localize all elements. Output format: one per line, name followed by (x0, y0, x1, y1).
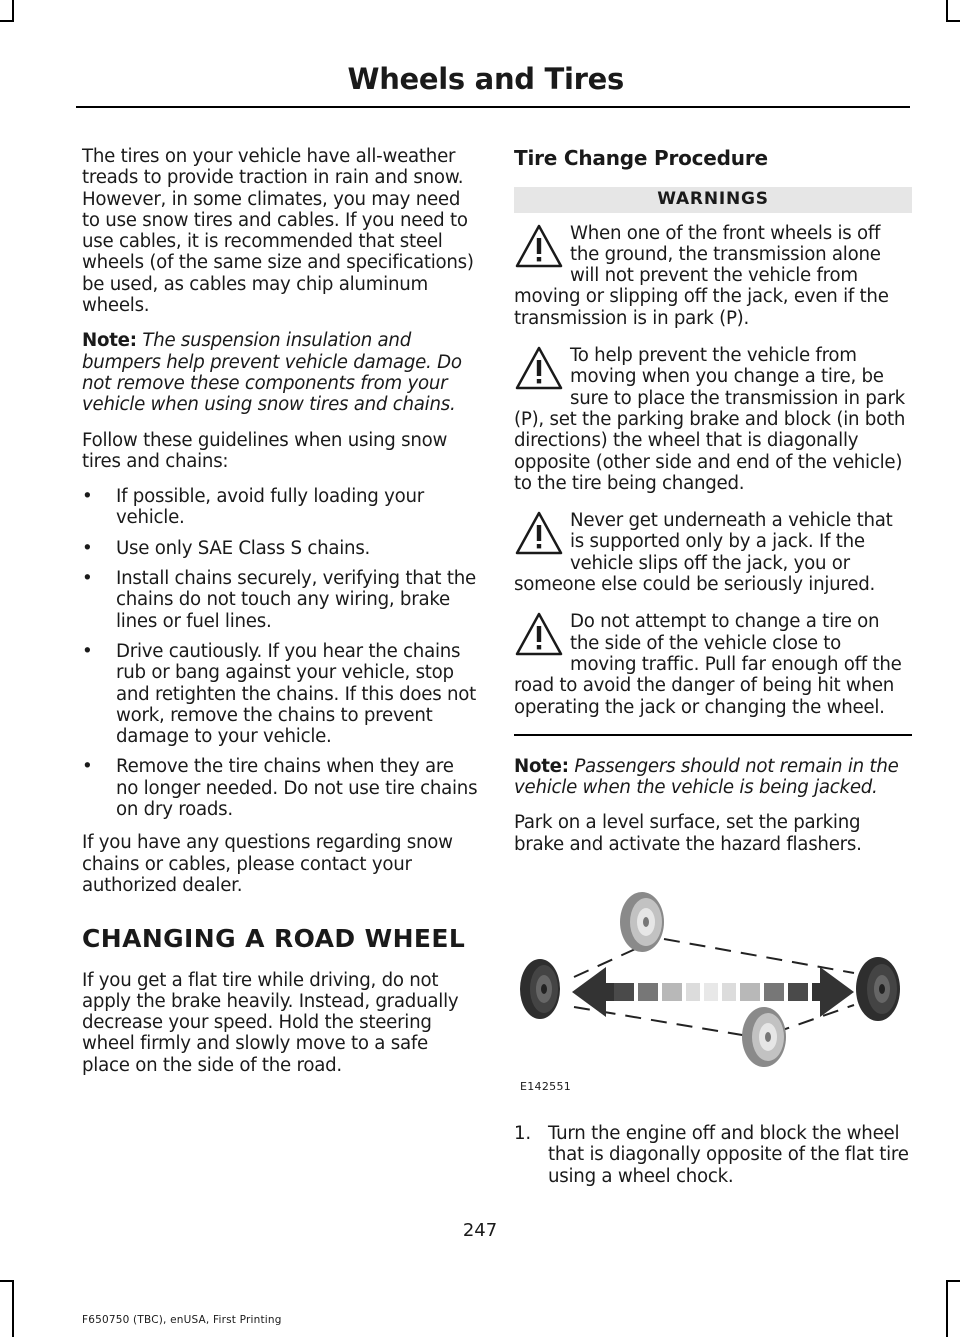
steps-list (514, 1123, 912, 1187)
arrow-segment (662, 983, 682, 1001)
dashed-line (574, 945, 644, 977)
right-column (514, 146, 912, 1187)
arrow-segment (740, 983, 760, 1001)
tire-dark-icon (520, 959, 560, 1019)
wheel-chock-diagram (514, 877, 912, 1097)
crop-mark (12, 0, 14, 22)
list-item: • Install chains securely, verifying that the chains do not touch any wiring, brake lines or fuel lines. (82, 568, 480, 632)
warning-text: Do not attempt to change a tire on the side of the vehicle close to moving traffic. Pull far enough off the road to avoid the danger of being hit when operating the jack or changing the wheel. (514, 611, 902, 718)
crop-mark (12, 1280, 14, 1337)
step-text: Turn the engine off and block the wheel that is diagonally opposite of the flat tire using a wheel chock. (548, 1123, 909, 1187)
arrow-segment (764, 983, 784, 1001)
list-item: • If possible, avoid fully loading your vehicle. (82, 486, 480, 529)
warning-triangle-icon (514, 223, 564, 269)
arrow-segment (722, 983, 736, 1001)
section-heading: CHANGING A ROAD WHEEL (82, 924, 466, 954)
guidelines-intro: Follow these guidelines when using snow tires and chains: (82, 429, 448, 472)
park-paragraph: Park on a level surface, set the parking brake and activate the hazard flashers. (514, 812, 862, 855)
intro-paragraph: The tires on your vehicle have all-weather treads to provide traction in rain and snow. However, in some climates, you may need to use snow tires and cables. If you need to use cables, it is recommended that steel wheels (of the same size and specifications) be used, as cables may chip aluminum wheels. (82, 146, 474, 317)
crop-mark (946, 1280, 948, 1337)
arrow-segment (704, 983, 718, 1001)
note-passengers (514, 756, 912, 799)
subsection-heading: Tire Change Procedure (514, 146, 768, 170)
arrow-right-icon (812, 967, 854, 1017)
note-suspension (82, 330, 480, 415)
warning-item (514, 345, 912, 494)
note-label: Note: (82, 330, 137, 352)
note-text: The suspension insulation and bumpers help prevent vehicle damage. Do not remove these components from your vehicle when using snow tires and chains. (82, 330, 462, 416)
note-label: Note: (514, 755, 569, 777)
warning-item (514, 611, 912, 717)
page-number: 247 (462, 1220, 498, 1241)
list-item: • Use only SAE Class S chains. (82, 538, 480, 559)
dashed-line (664, 939, 854, 973)
warnings-header: WARNINGS (514, 187, 912, 212)
crop-mark (946, 0, 948, 22)
warning-text: To help prevent the vehicle from moving when you change a tire, be sure to place the transmission in park (P), set the parking brake and block (in both directions) the wheel that is diagonally opposite (other side and end of the vehicle) to the tire being changed. (514, 345, 906, 494)
arrow-segment (686, 983, 700, 1001)
questions-paragraph: If you have any questions regarding snow chains or cables, please contact your authorized dealer. (82, 832, 453, 896)
crop-mark (946, 1280, 960, 1282)
crop-mark (0, 1280, 14, 1282)
diagonal-wheels-illustration (514, 877, 912, 1077)
list-item: • Remove the tire chains when they are no longer needed. Do not use tire chains on dry roads. (82, 756, 480, 820)
arrow-segment (788, 983, 808, 1001)
warning-triangle-icon (514, 611, 564, 657)
dashed-line (774, 1005, 854, 1033)
tire-light-icon (742, 1007, 786, 1067)
list-item: • Drive cautiously. If you hear the chains rub or bang against your vehicle, stop and retighten the chains. If this does not work, remove the chains to prevent damage to your vehicle. (82, 641, 480, 747)
list-item (514, 1123, 912, 1187)
tire-light-icon (620, 892, 664, 952)
page-title: Wheels and Tires (347, 62, 624, 96)
warning-item (514, 223, 912, 329)
warning-item (514, 510, 912, 595)
warning-triangle-icon (514, 510, 564, 556)
figure-code: E142551 (520, 1079, 572, 1093)
header-rule (76, 106, 910, 108)
left-column (82, 146, 480, 1090)
guidelines-list (82, 486, 480, 820)
crop-mark (946, 20, 960, 22)
footer-text: F650750 (TBC), enUSA, First Printing (82, 1314, 282, 1326)
warning-text: When one of the front wheels is off the ground, the transmission alone will not prevent the vehicle from moving or slipping off the jack, even if the transmission is in park (P). (514, 222, 889, 329)
arrow-segment (614, 983, 634, 1001)
warning-triangle-icon (514, 345, 564, 391)
warnings-rule (514, 734, 912, 736)
step-number: 1. (514, 1123, 531, 1145)
note-text: Passengers should not remain in the vehicle when the vehicle is being jacked. (514, 755, 899, 799)
flat-tire-paragraph: If you get a flat tire while driving, do not apply the brake heavily. Instead, gradually decrease your speed. Hold the steering wheel firmly and slowly move to a safe place on the side of the road. (82, 969, 459, 1076)
tire-dark-icon (856, 957, 900, 1021)
crop-mark (0, 20, 14, 22)
warning-text: Never get underneath a vehicle that is supported only by a jack. If the vehicle slips off the jack, you or someone else could be seriously injured. (514, 510, 893, 596)
arrow-segment (638, 983, 658, 1001)
